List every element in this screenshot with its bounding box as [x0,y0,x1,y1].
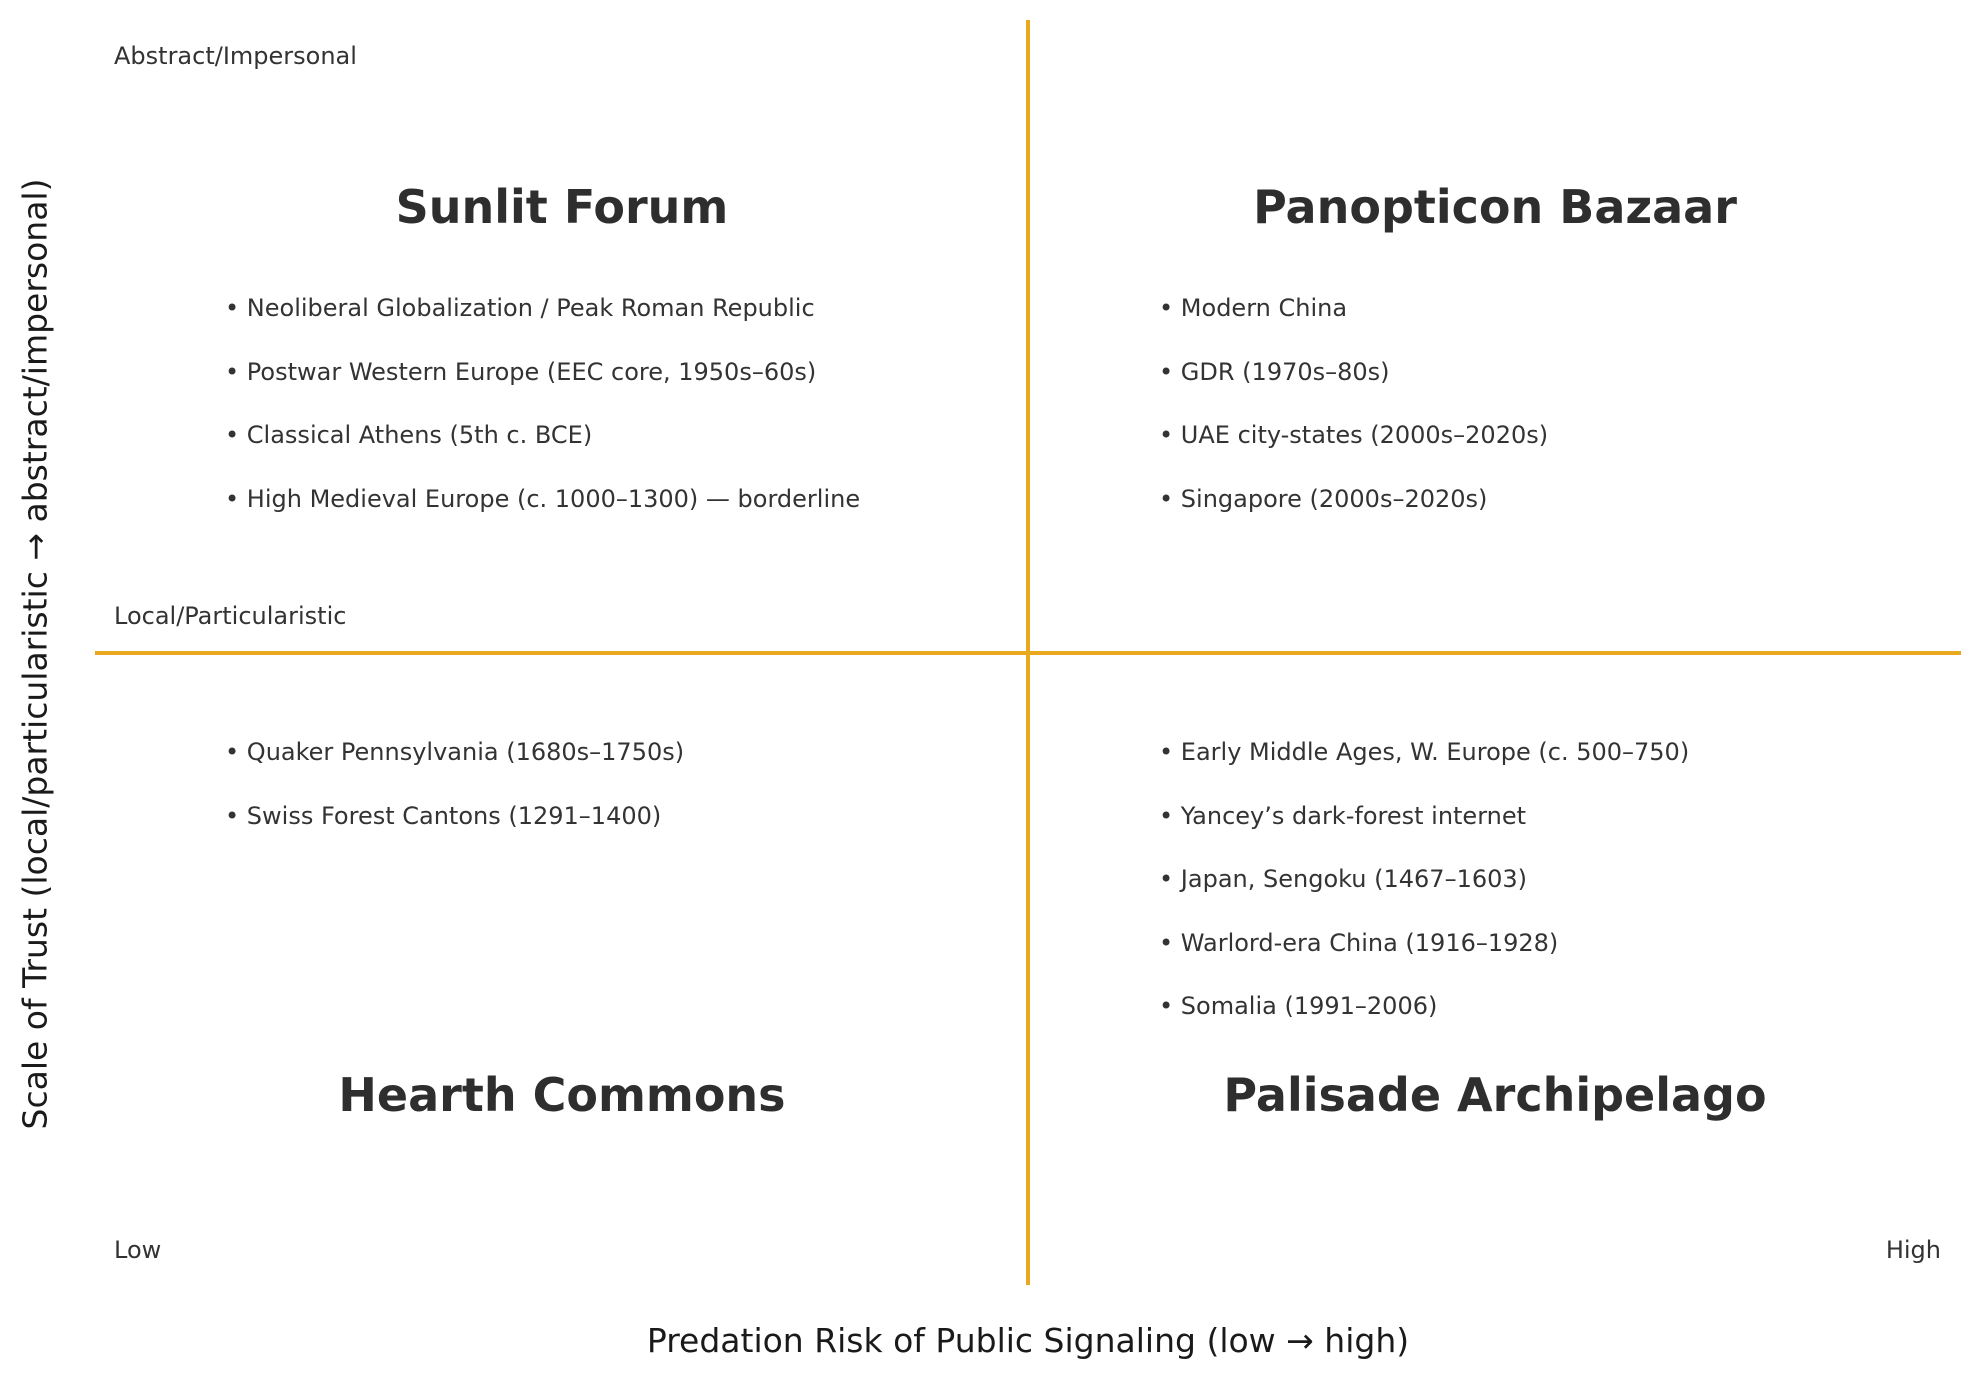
list-item: • High Medieval Europe (c. 1000–1300) — borderline [225,487,860,551]
y-axis-title: Scale of Trust (local/particularistic → abstract/impersonal) [15,178,55,1130]
list-item: • Somalia (1991–2006) [1159,994,1689,1058]
x-axis-low-label: Low [114,1236,162,1264]
horizontal-axis-line [95,651,1961,655]
y-axis-low-label: Local/Particularistic [114,602,347,630]
x-axis-high-label: High [1885,1236,1941,1264]
list-item: • Yancey’s dark-forest internet [1159,804,1689,868]
list-item: • Early Middle Ages, W. Europe (c. 500–750) [1159,740,1689,804]
list-item: • Japan, Sengoku (1467–1603) [1159,867,1689,931]
list-item: • GDR (1970s–80s) [1159,360,1548,424]
list-item: • Quaker Pennsylvania (1680s–1750s) [225,740,684,804]
quadrant-title-sunlit-forum: Sunlit Forum [395,180,729,234]
list-item: • UAE city-states (2000s–2020s) [1159,423,1548,487]
quadrant-list-hearth-commons [225,740,684,867]
quadrant-list-sunlit-forum [225,296,860,550]
quadrant-title-palisade-archipelago: Palisade Archipelago [1223,1068,1767,1122]
list-item: • Neoliberal Globalization / Peak Roman Republic [225,296,860,360]
list-item: • Singapore (2000s–2020s) [1159,487,1548,551]
list-item: • Modern China [1159,296,1548,360]
quadrant-list-palisade-archipelago [1159,740,1689,1058]
quadrant-title-hearth-commons: Hearth Commons [338,1068,786,1122]
quadrant-title-panopticon-bazaar: Panopticon Bazaar [1253,180,1737,234]
quadrant-list-panopticon-bazaar [1159,296,1548,550]
x-axis-title: Predation Risk of Public Signaling (low → high) [646,1321,1410,1360]
list-item: • Classical Athens (5th c. BCE) [225,423,860,487]
list-item: • Swiss Forest Cantons (1291–1400) [225,804,684,868]
list-item: • Postwar Western Europe (EEC core, 1950s–60s) [225,360,860,424]
list-item: • Warlord-era China (1916–1928) [1159,931,1689,995]
y-axis-high-label: Abstract/Impersonal [114,42,357,70]
